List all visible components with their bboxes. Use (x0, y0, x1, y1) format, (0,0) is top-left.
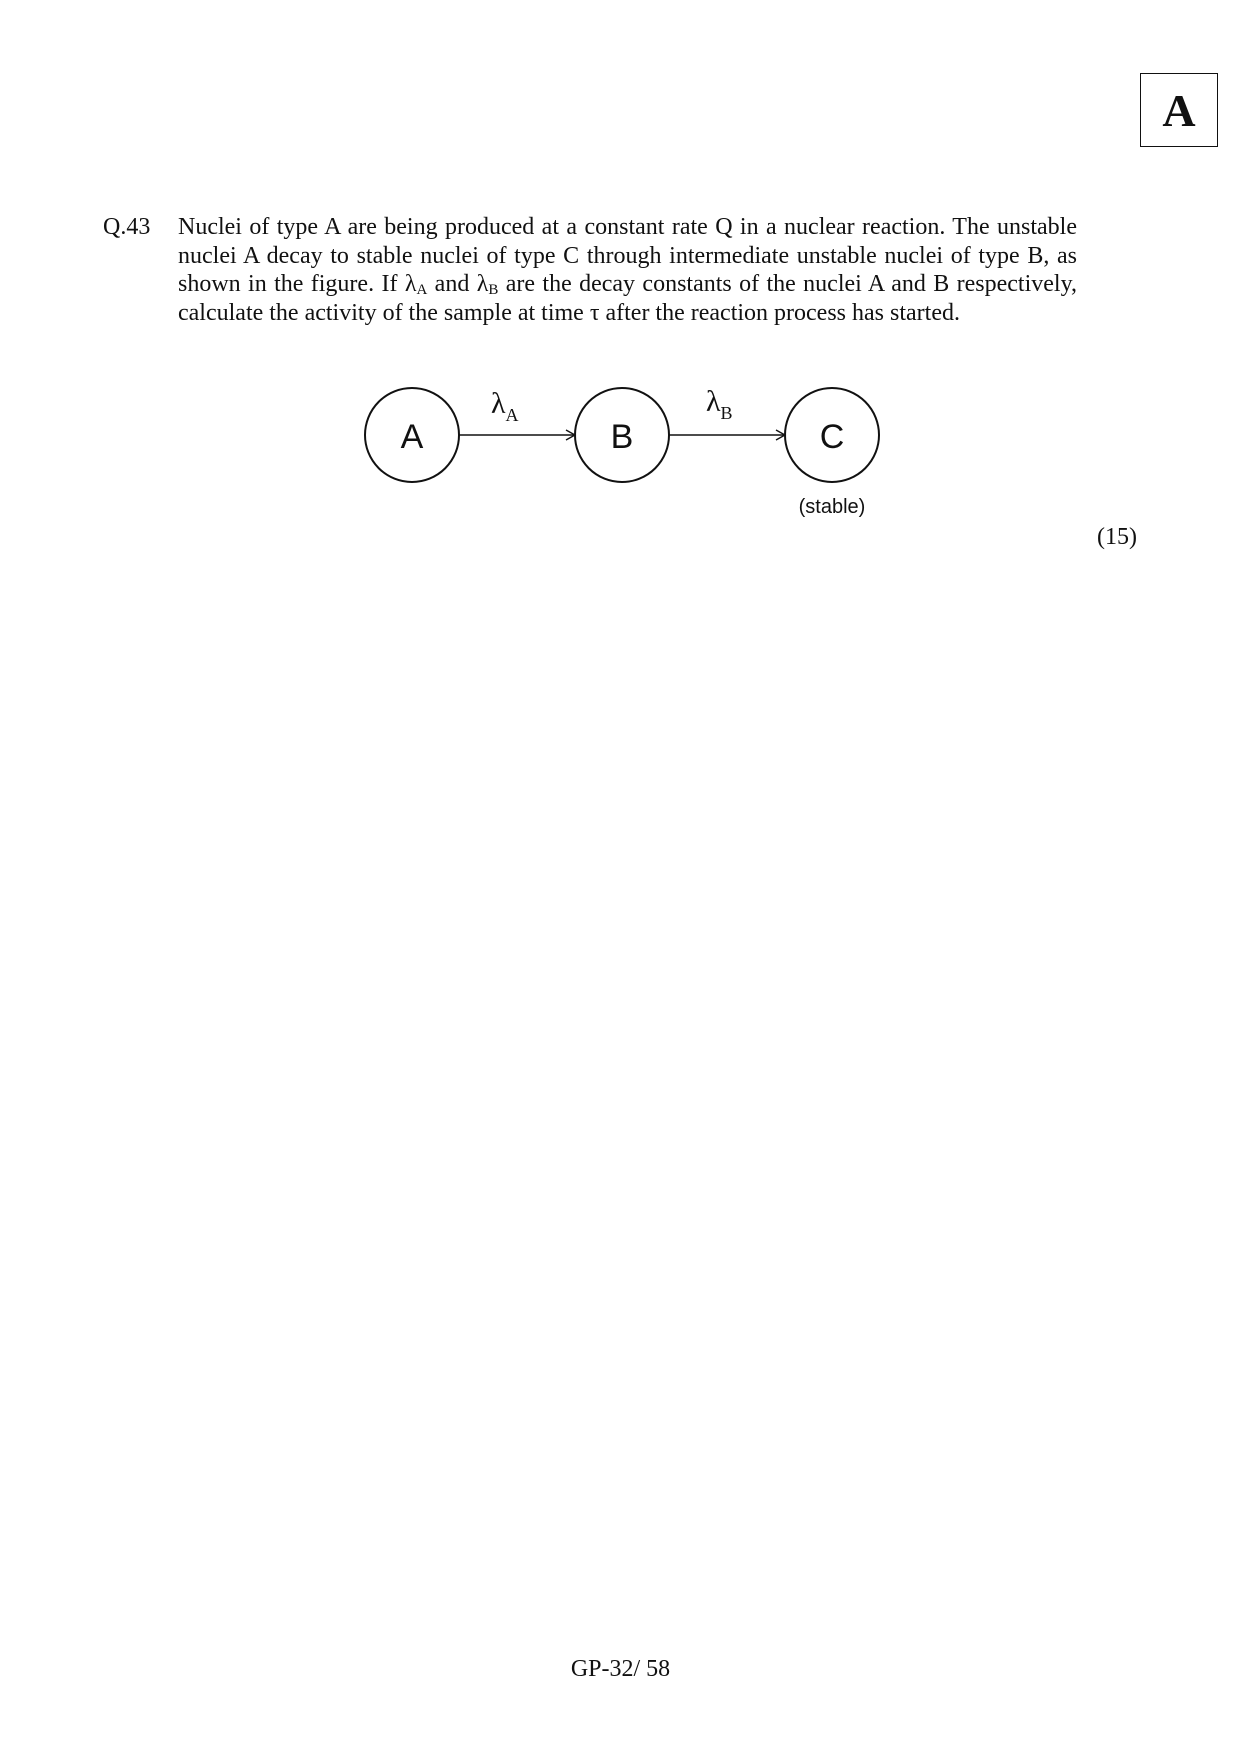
lambda-a-symbol: λ (404, 271, 417, 297)
node-c-label: C (819, 418, 845, 456)
node-c-note: (stable) (798, 496, 866, 518)
question-text-part1: Nuclei of type A are being produced at a constant rate Q in a nuclear reaction. The unstable nuclei A decay to stable nuclei of type C through intermediate unstable nuclei of type B, as shown in the figure. If (178, 214, 1077, 297)
decay-chain-diagram (360, 383, 900, 533)
question-number: Q.43 (103, 214, 151, 240)
lambda-b-symbol: λ (476, 271, 489, 297)
question-block (103, 213, 1077, 327)
edge-b-c-subscript: B (720, 403, 733, 423)
lambda-b-subscript: B (488, 282, 499, 298)
node-a-label: A (400, 418, 424, 456)
edge-a-b-symbol: λ (491, 387, 506, 420)
paper-set-label: A (1162, 84, 1196, 136)
question-text (178, 213, 1077, 327)
question-text-and: and (427, 271, 477, 297)
edge-a-b-label (491, 387, 519, 425)
question-marks: (15) (1097, 524, 1137, 550)
edge-a-b-subscript: A (505, 405, 519, 425)
paper-set-box (1140, 73, 1218, 147)
question-text-part2: are the decay constants of the nuclei A and B respectively, calculate the activity of the sample at time τ after the reaction process has started. (178, 271, 1078, 326)
node-b-label: B (610, 418, 634, 456)
page-footer (0, 1656, 1241, 1683)
lambda-a-subscript: A (416, 282, 428, 298)
edge-b-c-label (706, 385, 733, 423)
page-number: GP-32/ 58 (570, 1656, 671, 1682)
edge-b-c-symbol: λ (706, 385, 721, 418)
